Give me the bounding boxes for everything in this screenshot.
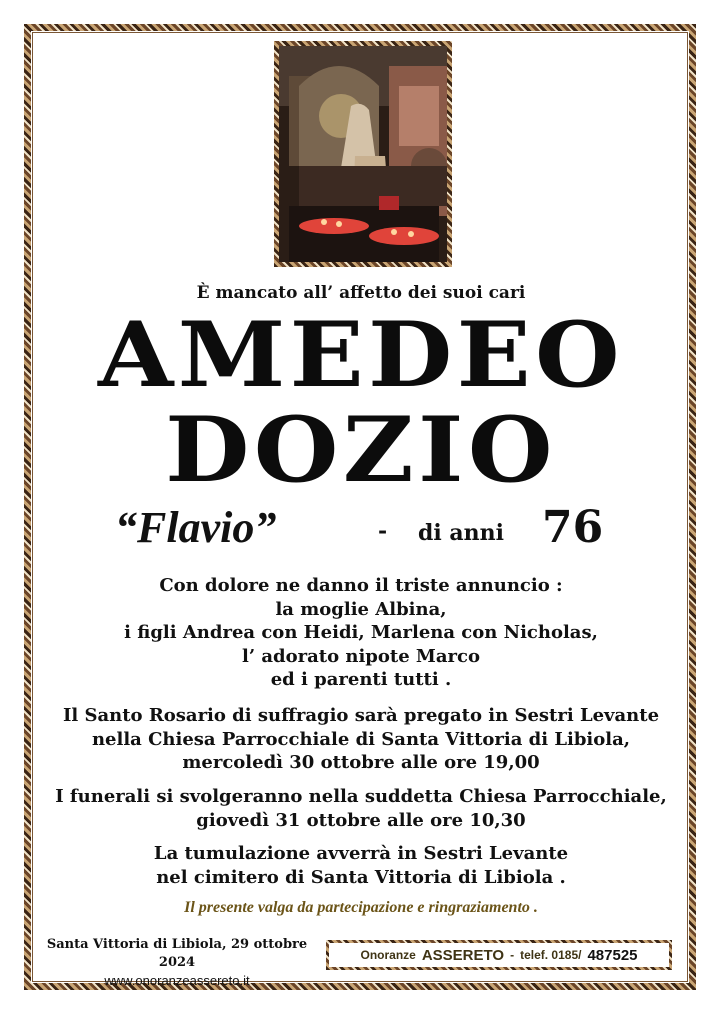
family-line: la moglie Albina, bbox=[275, 598, 447, 620]
funeral-home-box bbox=[326, 940, 672, 970]
rosary-line: nella Chiesa Parrocchiale di Santa Vittoria di Libiola, bbox=[91, 728, 631, 750]
family-line: Con dolore ne danno il triste annuncio : bbox=[159, 575, 563, 596]
place-date: Santa Vittoria di Libiola, 29 ottobre 2024 bbox=[46, 937, 308, 970]
company-name: ASSERETO bbox=[421, 946, 505, 964]
burial-line: La tumulazione avverrà in Sestri Levante bbox=[153, 843, 569, 864]
funeral-block bbox=[0, 785, 722, 832]
burial-block bbox=[0, 842, 722, 889]
last-name: DOZIO bbox=[165, 397, 557, 503]
family-line: i figli Andrea con Heidi, Marlena con Nicholas, bbox=[124, 622, 598, 643]
phone-label: telef. 0185/ bbox=[520, 948, 582, 962]
separator-dash: - bbox=[378, 518, 388, 544]
intro-text: È mancato all’ affetto dei suoi cari bbox=[196, 283, 526, 303]
funeral-line: I funerali si svolgeranno nella suddetta Chiesa Parrocchiale, bbox=[55, 786, 667, 807]
thanks-note: Il presente valga da partecipazione e ringraziamento . bbox=[184, 899, 538, 916]
age-value: 76 bbox=[542, 502, 604, 553]
church-altar-photo bbox=[279, 46, 447, 262]
nickname-age-row bbox=[0, 500, 722, 560]
phone-separator: - bbox=[510, 948, 515, 962]
photo-frame bbox=[274, 41, 452, 267]
rosary-line: Il Santo Rosario di suffragio sarà pregato in Sestri Levante bbox=[62, 705, 660, 726]
age-label: di anni bbox=[418, 520, 505, 546]
company-prefix: Onoranze bbox=[360, 948, 416, 962]
website-link[interactable]: www.onoranzeassereto.it bbox=[104, 973, 250, 988]
nickname: “Flavio” bbox=[115, 503, 277, 552]
family-line: l’ adorato nipote Marco bbox=[242, 645, 480, 667]
rosary-line: mercoledì 30 ottobre alle ore 19,00 bbox=[182, 752, 540, 773]
first-name: AMEDEO bbox=[97, 302, 625, 408]
funeral-line: giovedì 31 ottobre alle ore 10,30 bbox=[196, 809, 526, 831]
footer-place-info bbox=[46, 936, 308, 990]
burial-line: nel cimitero di Santa Vittoria di Libiola . bbox=[156, 866, 566, 888]
family-line: ed i parenti tutti . bbox=[270, 669, 452, 690]
rosary-block bbox=[0, 704, 722, 775]
funeral-home-info bbox=[329, 943, 669, 967]
phone-number: 487525 bbox=[587, 946, 638, 964]
family-block bbox=[0, 574, 722, 692]
